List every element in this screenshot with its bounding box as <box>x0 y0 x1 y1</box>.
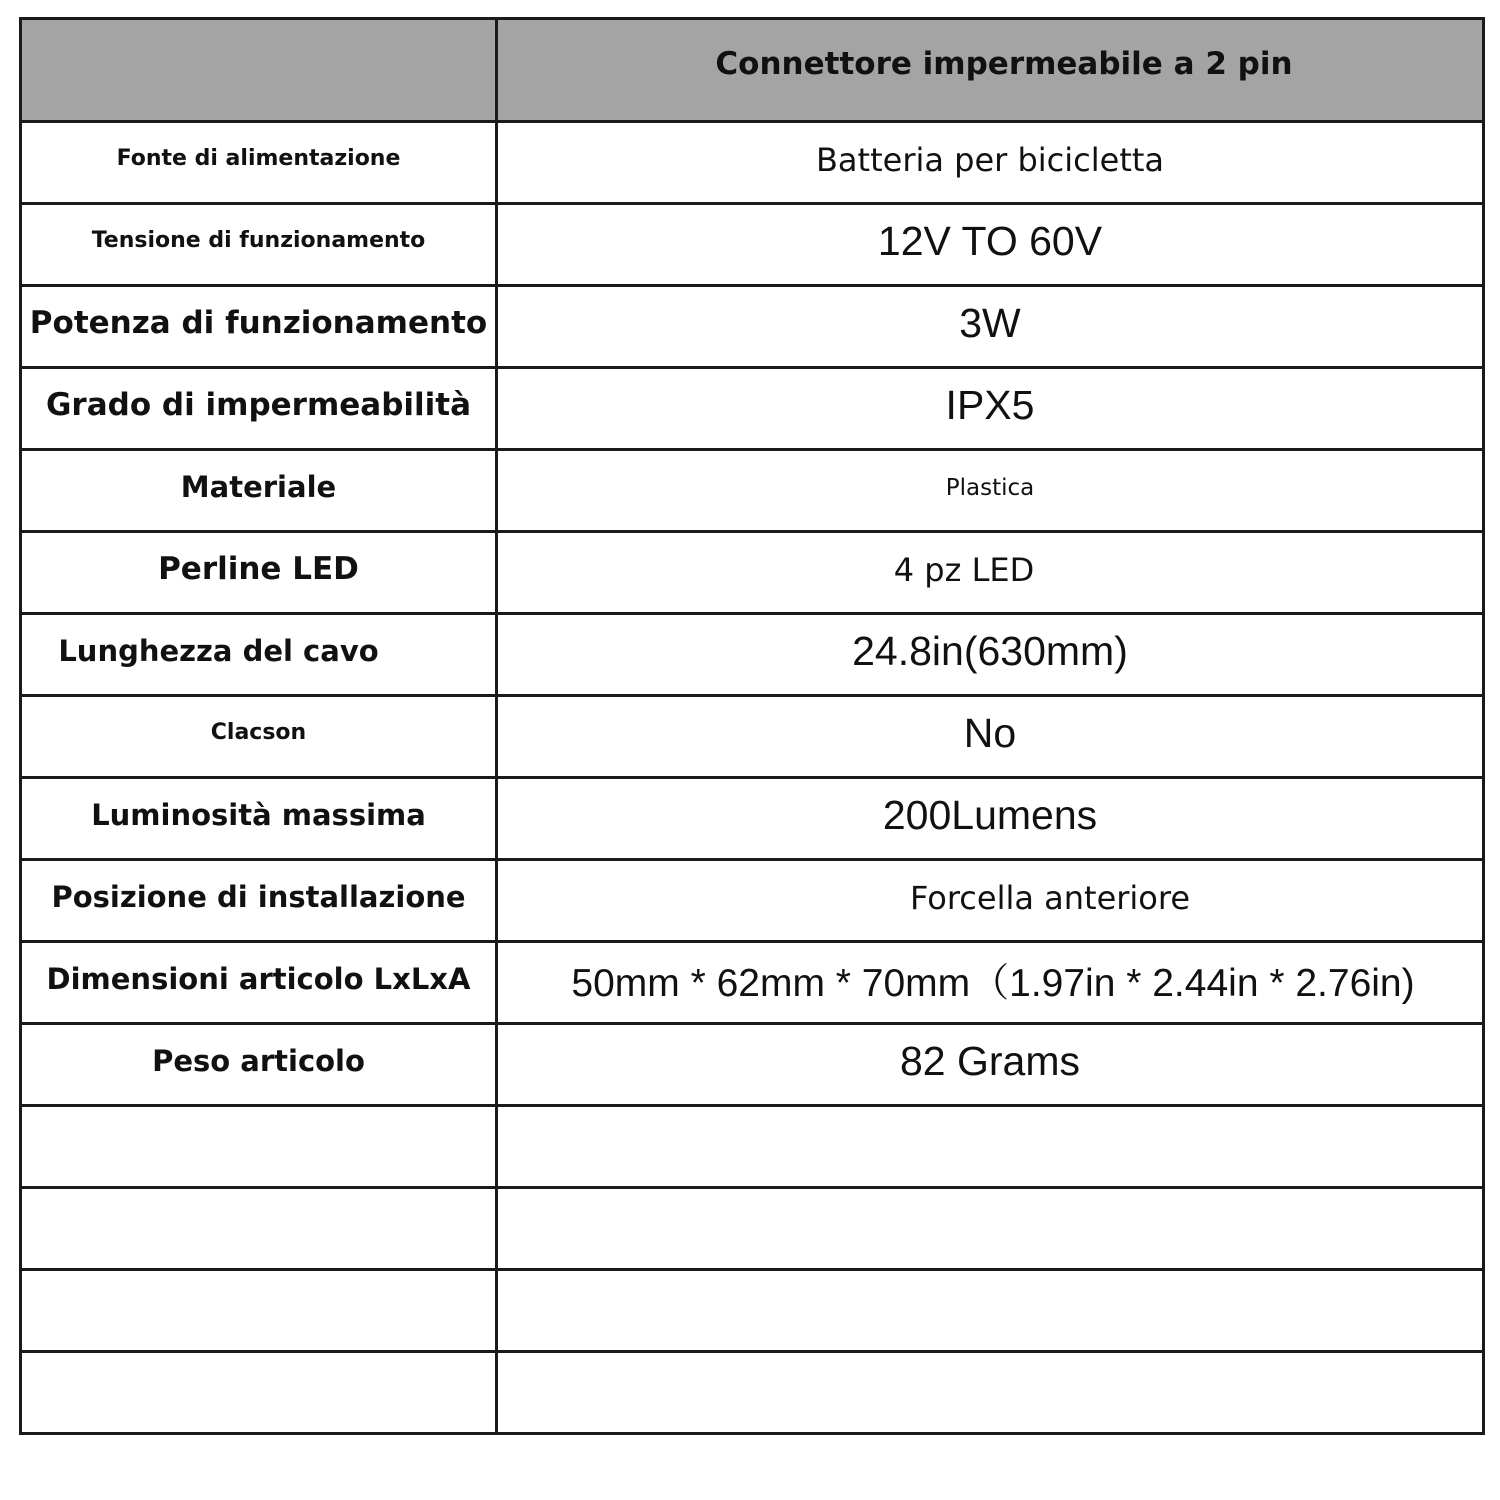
row-value: IPX5 <box>945 382 1035 428</box>
empty-cell <box>21 1270 497 1352</box>
table-row <box>21 122 1484 204</box>
spec-table <box>19 17 1485 1435</box>
row-label: Potenza di funzionamento <box>29 304 488 341</box>
header-title: Connettore impermeabile a 2 pin <box>715 46 1293 82</box>
table-row <box>21 532 1484 614</box>
value-cell <box>497 778 1484 860</box>
value-cell <box>497 532 1484 614</box>
empty-cell <box>497 1352 1484 1434</box>
label-cell <box>21 122 497 204</box>
label-cell <box>21 696 497 778</box>
value-cell <box>497 286 1484 368</box>
label-cell <box>21 860 497 942</box>
row-label: Dimensioni articolo LxLxA <box>46 961 471 996</box>
row-label: Fonte di alimentazione <box>116 146 401 171</box>
row-value: 4 pz LED <box>893 550 1035 589</box>
empty-row <box>21 1106 1484 1188</box>
value-cell <box>497 696 1484 778</box>
table-row <box>21 286 1484 368</box>
label-cell <box>21 778 497 860</box>
row-value: No <box>963 710 1017 756</box>
empty-row <box>21 1352 1484 1434</box>
value-cell <box>497 450 1484 532</box>
row-label: Luminosità massima <box>91 797 426 832</box>
label-cell <box>21 286 497 368</box>
row-label: Clacson <box>210 720 307 745</box>
label-cell <box>21 368 497 450</box>
header-value-cell <box>497 19 1484 122</box>
table-row <box>21 696 1484 778</box>
row-label: Perline LED <box>158 550 359 587</box>
header-row <box>21 19 1484 122</box>
empty-cell <box>21 1188 497 1270</box>
row-label: Tensione di funzionamento <box>91 228 426 253</box>
row-value: Forcella anteriore <box>909 878 1191 917</box>
value-cell <box>497 368 1484 450</box>
table-row <box>21 368 1484 450</box>
value-cell <box>497 614 1484 696</box>
label-cell <box>21 614 497 696</box>
table-row <box>21 778 1484 860</box>
label-cell <box>21 1024 497 1106</box>
label-cell <box>21 450 497 532</box>
row-label: Materiale <box>180 469 337 504</box>
row-value: 200Lumens <box>882 792 1098 838</box>
row-value: 24.8in(630mm) <box>852 628 1128 674</box>
empty-row <box>21 1188 1484 1270</box>
value-cell <box>497 860 1484 942</box>
row-value: 50mm * 62mm * 70mm（1.97in * 2.44in * 2.76in) <box>571 961 1415 1005</box>
table-row <box>21 942 1484 1024</box>
row-value: 82 Grams <box>900 1038 1080 1084</box>
row-value: Plastica <box>945 474 1035 501</box>
row-value: 3W <box>959 300 1021 346</box>
label-cell <box>21 204 497 286</box>
label-cell <box>21 532 497 614</box>
header-label-cell <box>21 19 497 122</box>
table-row <box>21 450 1484 532</box>
value-cell <box>497 942 1484 1024</box>
empty-cell <box>497 1270 1484 1352</box>
row-value: Batteria per bicicletta <box>815 140 1165 179</box>
row-value: 12V TO 60V <box>877 218 1103 264</box>
table-row <box>21 1024 1484 1106</box>
row-label: Grado di impermeabilità <box>45 386 472 423</box>
row-label: Peso articolo <box>152 1043 365 1078</box>
value-cell <box>497 1024 1484 1106</box>
row-label: Posizione di installazione <box>51 879 466 914</box>
value-cell <box>497 204 1484 286</box>
empty-cell <box>21 1106 497 1188</box>
empty-row <box>21 1270 1484 1352</box>
empty-cell <box>497 1106 1484 1188</box>
table-row <box>21 860 1484 942</box>
empty-cell <box>497 1188 1484 1270</box>
empty-cell <box>21 1352 497 1434</box>
row-label: Lunghezza del cavo <box>58 633 379 668</box>
value-cell <box>497 122 1484 204</box>
table-row <box>21 204 1484 286</box>
label-cell <box>21 942 497 1024</box>
table-row <box>21 614 1484 696</box>
